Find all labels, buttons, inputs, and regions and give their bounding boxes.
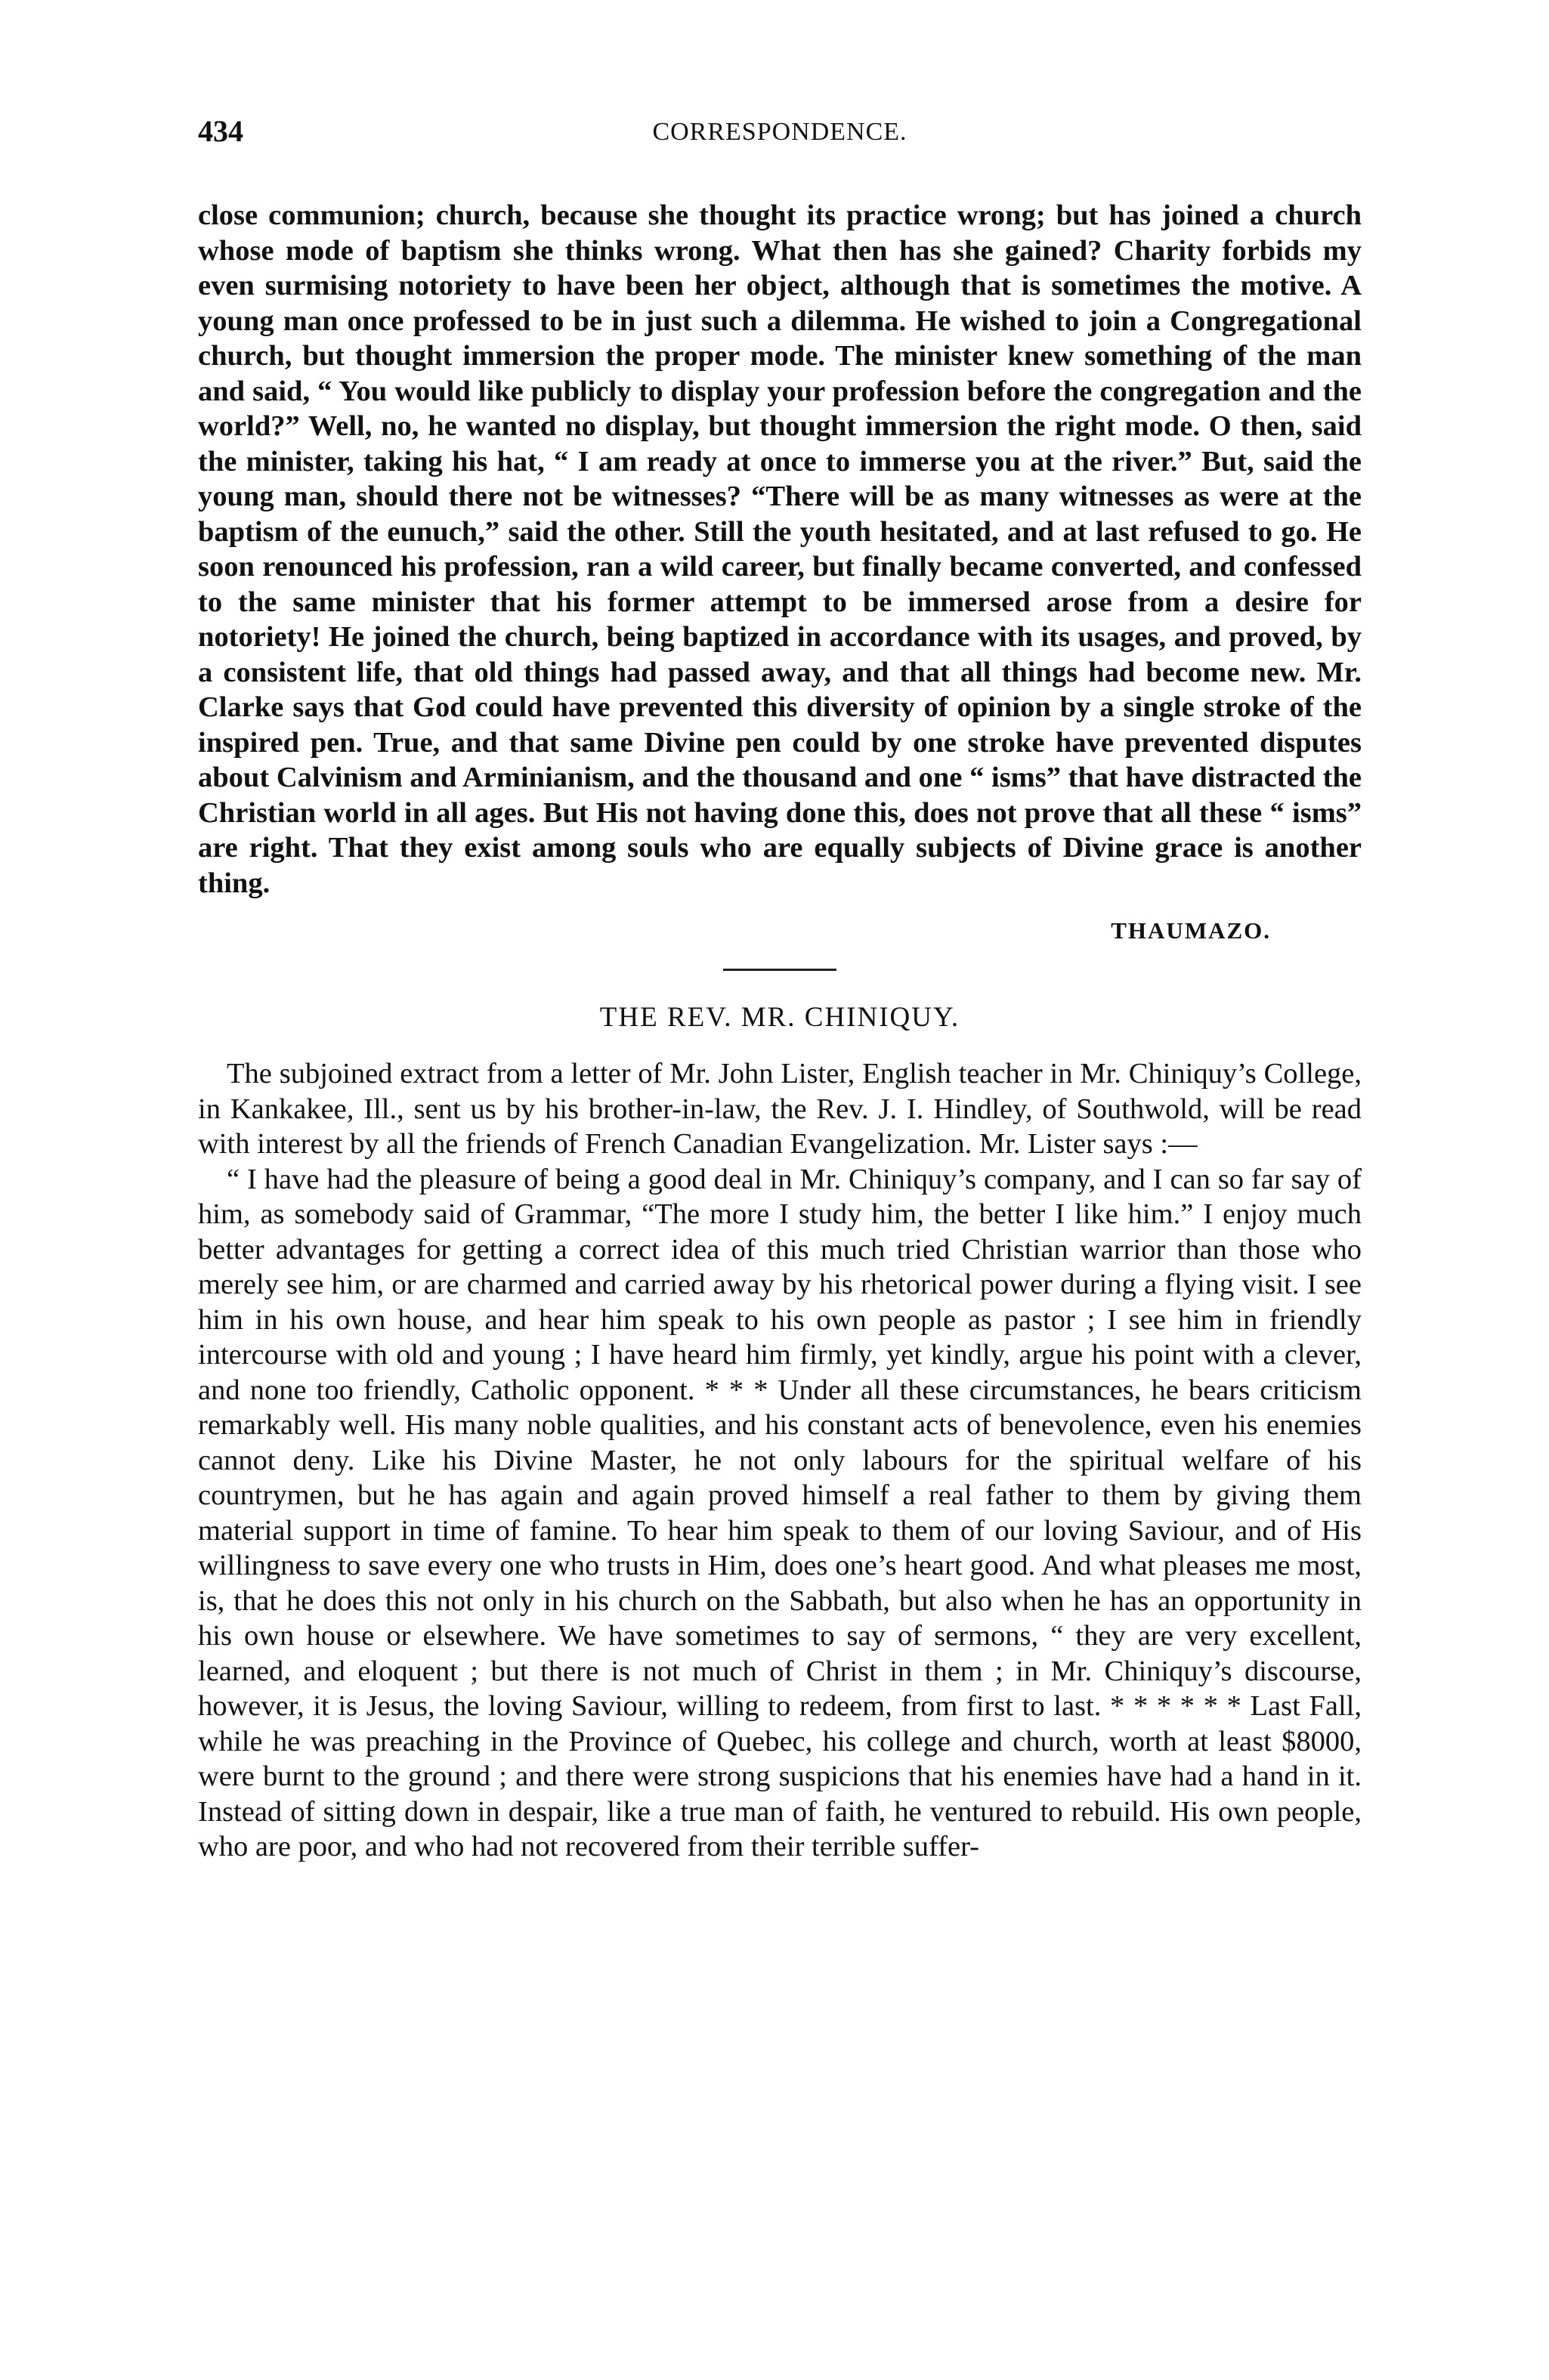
article-paragraph-intro: The subjoined extract from a letter of Mr. John Lister, English teacher in Mr. Chiniquy’s College, in Kankakee, Ill., sent us by his brother-in-law, the Rev. J. I. Hindley, of Southwold, will be read with interest by all the friends of French Canadian Evangelization. Mr. Lister says :— [198,1058,1362,1160]
running-header [198,113,1362,159]
page-number: 434 [198,114,243,148]
article-paragraph-quote: “ I have had the pleasure of being a good deal in Mr. Chiniquy’s company, and I can so far say of him, as somebody said of Grammar, “The more I study him, the better I like him.” I enjoy much better advantages for getting a correct idea of this much tried Christian warrior than those who merely see him, or are charmed and carried away by his rhetorical power during a flying visit. I see him in his own house, and hear him speak to his own people as pastor ; I see him in friendly intercourse with old and young ; I have heard him firmly, yet kindly, argue his point with a clever, and none too friendly, Catholic opponent. * * * Under all these circumstances, he bears criticism remarkably well. His many noble qualities, and his constant acts of benevolence, even his enemies cannot deny. Like his Divine Master, he not only labours for the spiritual welfare of his countrymen, but he has again and again proved himself a real father to them by giving them material support in time of famine. To hear him speak to them of our loving Saviour, and of His willingness to save every one who trusts in Him, does one’s heart good. And what pleases me most, is, that he does this not only in his church on the Sabbath, but also when he has an opportunity in his own house or elsewhere. We have sometimes to say of sermons, “ they are very excellent, learned, and eloquent ; but there is not much of Christ in them ; in Mr. Chiniquy’s discourse, however, it is Jesus, the loving Saviour, willing to redeem, from first to last. * * * * * * Last Fall, while he was preaching in the Province of Quebec, his college and church, worth at least $8000, were burnt to the ground ; and there were strong suspicions that his enemies have had a hand in it. Instead of sitting down in despair, like a true man of faith, he ventured to rebuild. His own people, who are poor, and who had not recovered from their terrible suffer- [198,1163,1362,1862]
section-divider [723,969,836,971]
letter-signature: THAUMAZO. [1111,917,1271,944]
running-title: CORRESPONDENCE. [652,118,907,146]
document-page [198,113,1362,1865]
letter-body-text: close communion; church, because she thought its practice wrong; but has joined a church whose mode of baptism she thinks wrong. What then has she gained? Charity forbids my even surmising notoriety to have been her object, although that is sometimes the motive. A young man once professed to be in just such a dilemma. He wished to join a Congregational church, but thought immersion the proper mode. The minister knew something of the man and said, “ You would like publicly to display your profession before the congregation and the world?” Well, no, he wanted no display, but thought immersion the right mode. O then, said the minister, taking his hat, “ I am ready at once to immerse you at the river.” But, said the young man, should there not be witnesses? “There will be as many witnesses as were at the baptism of the eunuch,” said the other. Still the youth hesitated, and at last refused to go. He soon renounced his profession, ran a wild career, but finally became converted, and confessed to the same minister that his former attempt to be immersed arose from a desire for notoriety! He joined the church, being baptized in accordance with its usages, and proved, by a consistent life, that old things had passed away, and that all things had become new. Mr. Clarke says that God could have prevented this diversity of opinion by a single stroke of the inspired pen. True, and that same Divine pen could by one stroke have prevented disputes about Calvinism and Arminianism, and the thousand and one “ isms” that have distracted the Christian world in all ages. But His not having done this, does not prove that all these “ isms” are right. That they exist among souls who are equally subjects of Divine grace is another thing. [198,199,1362,899]
article-title: THE REV. MR. CHINIQUY. [599,1002,960,1033]
